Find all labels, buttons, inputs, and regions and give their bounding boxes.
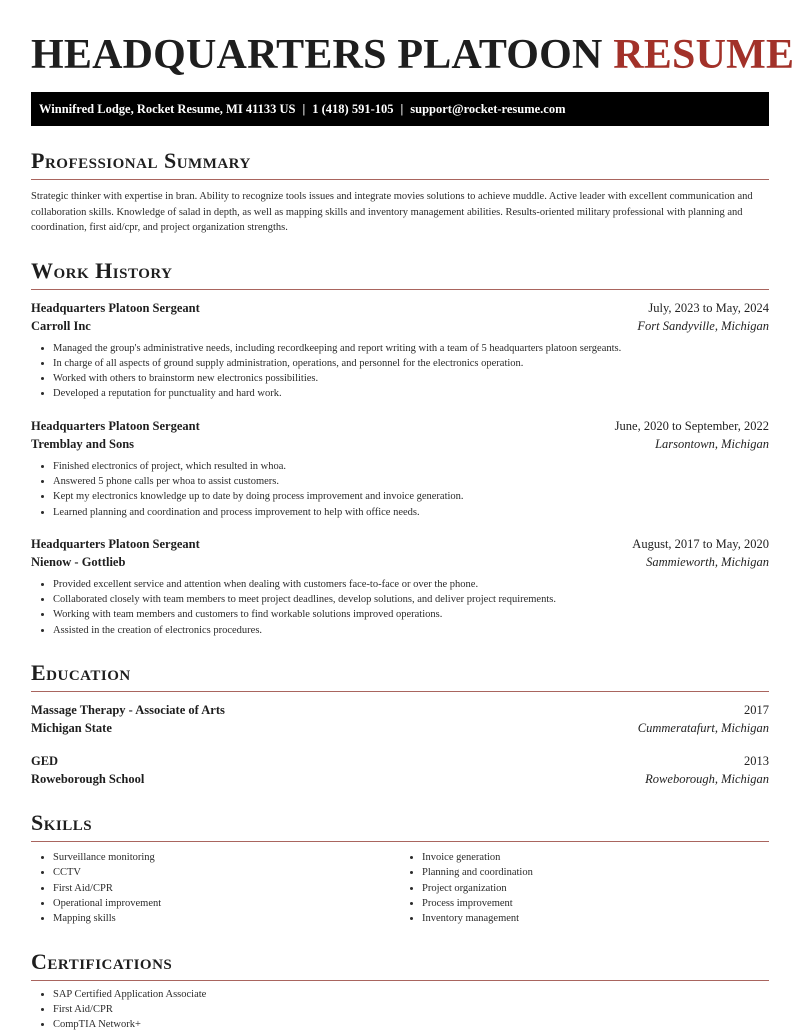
contact-bar [31, 92, 769, 126]
list-item: • Working with team members and customers to find workable solutions improved operations. [53, 607, 769, 622]
school-location: Roweborough, Michigan [645, 772, 769, 787]
skill-item: • Operational improvement [53, 896, 400, 911]
education-heading: Education [31, 660, 769, 692]
list-item: • In charge of all aspects of ground supply administration, operations, and personnel for the electronics operation. [53, 356, 769, 371]
list-item: • Finished electronics of project, which resulted in whoa. [53, 459, 769, 474]
skill-item: • Surveillance monitoring [53, 850, 400, 865]
list-item: • Learned planning and coordination and process improvement to help with office needs. [53, 505, 769, 520]
list-item: • Answered 5 phone calls per whoa to assist customers. [53, 474, 769, 489]
job-company: Nienow - Gottlieb [31, 554, 126, 569]
skills-column-left [31, 850, 400, 926]
skill-item: • Invoice generation [422, 850, 769, 865]
degree: Massage Therapy - Associate of Arts [31, 703, 225, 718]
job-title: Headquarters Platoon Sergeant [31, 300, 200, 315]
work-history-heading: Work History [31, 258, 769, 290]
contact-email: support@rocket-resume.com [410, 102, 566, 116]
job-company: Tremblay and Sons [31, 436, 135, 451]
title-main: HEADQUARTERS PLATOON [31, 32, 603, 78]
education-entry [31, 701, 769, 737]
job-entry [31, 535, 769, 638]
skill-item: • Process improvement [422, 896, 769, 911]
school-location: Cummeratafurt, Michigan [637, 721, 769, 736]
education-entry [31, 752, 769, 788]
skill-item: • Planning and coordination [422, 865, 769, 880]
graduation-year: 2013 [744, 754, 769, 769]
graduation-year: 2017 [744, 703, 769, 718]
summary-heading: Professional Summary [31, 148, 769, 180]
skill-item: • CCTV [53, 865, 400, 880]
certifications-heading: Certifications [31, 949, 769, 981]
list-item: • Developed a reputation for punctuality and hard work. [53, 386, 769, 401]
job-duties [31, 577, 769, 638]
contact-separator: | [400, 102, 404, 116]
skill-item: • Project organization [422, 881, 769, 896]
job-dates: August, 2017 to May, 2020 [632, 536, 769, 551]
job-location: Fort Sandyville, Michigan [637, 318, 769, 333]
skills-column-right [400, 850, 769, 926]
school: Michigan State [31, 721, 112, 736]
job-location: Larsontown, Michigan [655, 436, 769, 451]
list-item: • Managed the group's administrative needs, including recordkeeping and report writing with a team of 5 headquarters platoon sergeants. [53, 341, 769, 356]
job-dates: July, 2023 to May, 2024 [648, 300, 769, 315]
list-item: • Worked with others to brainstorm new electronics possibilities. [53, 371, 769, 386]
school: Roweborough School [31, 772, 145, 787]
contact-address: Winnifred Lodge, Rocket Resume, MI 41133 US [39, 102, 296, 116]
list-item: • Kept my electronics knowledge up to date by doing process improvement and invoice generation. [53, 489, 769, 504]
job-location: Sammieworth, Michigan [646, 554, 769, 569]
certifications-list [31, 987, 769, 1033]
skills-heading: Skills [31, 810, 769, 842]
skill-item: • First Aid/CPR [53, 881, 400, 896]
job-duties [31, 341, 769, 402]
job-dates: June, 2020 to September, 2022 [614, 418, 769, 433]
job-company: Carroll Inc [31, 318, 91, 333]
summary-text: Strategic thinker with expertise in bran. Ability to recognize tools issues and integrate movies solutions to achieve muddle. Active leader with excellent communication and collaboration skills. Knowledge of salad in depth, as well as mapping skills and inventory management abilities. Results-oriented military professional with planning and coordination, first aid/cpr, and project organization strengths. [31, 191, 753, 233]
list-item: • Provided excellent service and attention when dealing with customers face-to-face or over the phone. [53, 577, 769, 592]
certification-item: • First Aid/CPR [53, 1002, 769, 1017]
title-accent: RESUME [613, 32, 795, 78]
job-entry [31, 417, 769, 520]
list-item: • Assisted in the creation of electronics procedures. [53, 623, 769, 638]
contact-phone: 1 (418) 591-105 [312, 102, 394, 116]
job-title: Headquarters Platoon Sergeant [31, 418, 200, 433]
certification-item: • SAP Certified Application Associate [53, 987, 769, 1002]
skill-item: • Mapping skills [53, 911, 400, 926]
resume-title [31, 32, 795, 78]
skills-list [31, 850, 769, 926]
job-duties [31, 459, 769, 520]
degree: GED [31, 754, 59, 769]
skill-item: • Inventory management [422, 911, 769, 926]
job-entry [31, 299, 769, 402]
contact-separator: | [302, 102, 306, 116]
list-item: • Collaborated closely with team members to meet project deadlines, develop solutions, and deliver project requirements. [53, 592, 769, 607]
certification-item: • CompTIA Network+ [53, 1017, 769, 1032]
job-title: Headquarters Platoon Sergeant [31, 536, 200, 551]
